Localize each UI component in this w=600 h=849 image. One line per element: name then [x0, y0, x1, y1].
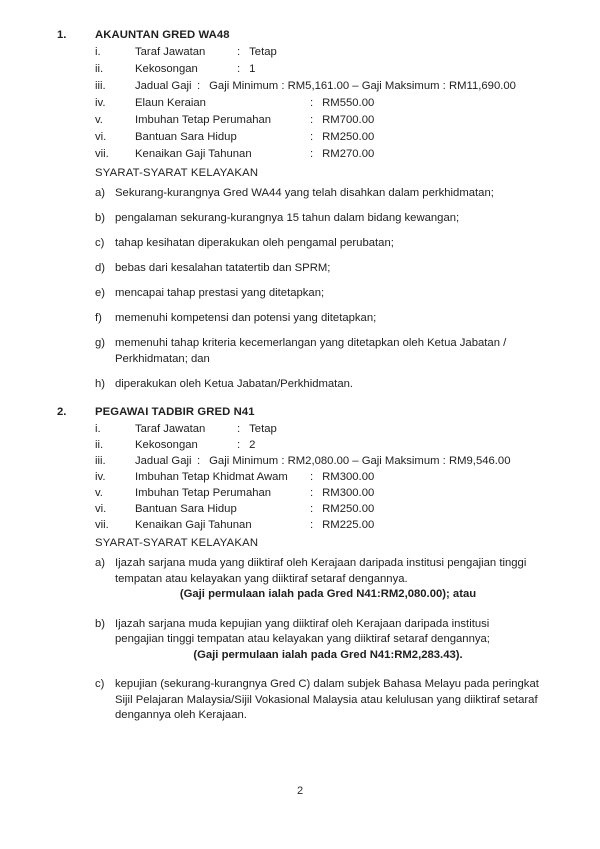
detail-separator: :: [310, 471, 314, 483]
requirement-text: bebas dari kesalahan tatatertib dan SPRM;: [115, 262, 331, 274]
requirements-list: [57, 556, 584, 724]
requirement-item: [95, 311, 584, 327]
detail-separator: :: [310, 148, 314, 160]
detail-roman: i.: [95, 423, 101, 435]
detail-label: Kenaikan Gaji Tahunan: [135, 148, 252, 160]
requirement-body: Ijazah sarjana muda kepujian yang diiktiraf oleh Kerajaan daripada institusi pengajian tinggi tempatan atau kelayakan yang diiktiraf setaraf dengannya;: [115, 617, 490, 645]
detail-row: [95, 501, 584, 517]
section-heading: [57, 404, 584, 421]
detail-row: [95, 485, 584, 501]
requirement-text: kepujian (sekurang-kurangnya Gred C) dalam subjek Bahasa Melayu pada peringkat Sijil Pelajaran Malaysia/Sijil Vokasional Malaysia atau kelulusan yang diiktiraf setaraf dengannya oleh Kerajaan.: [115, 678, 539, 721]
detail-row: [95, 112, 584, 129]
detail-value: Tetap: [249, 46, 277, 58]
detail-label: Imbuhan Tetap Perumahan: [135, 487, 272, 499]
detail-separator: :: [310, 503, 314, 515]
detail-row: [95, 44, 584, 61]
detail-row: [95, 453, 584, 469]
page-number: 2: [296, 785, 304, 797]
detail-row: [95, 437, 584, 453]
requirement-letter: b): [95, 212, 106, 224]
detail-roman: vi.: [95, 131, 107, 143]
requirement-item: [95, 336, 584, 367]
detail-separator: :: [237, 63, 241, 75]
detail-roman: iv.: [95, 471, 106, 483]
detail-value: Gaji Minimum : RM2,080.00 – Gaji Maksimum : RM9,546.00: [209, 455, 511, 467]
requirement-text: diperakukan oleh Ketua Jabatan/Perkhidmatan.: [115, 377, 354, 390]
section-number: 2.: [57, 406, 67, 418]
detail-list: [95, 44, 584, 163]
detail-label: Jadual Gaji: [135, 80, 192, 92]
detail-roman: ii.: [95, 439, 104, 451]
requirement-letter: g): [95, 337, 106, 349]
detail-value: RM225.00: [322, 519, 375, 531]
requirement-letter: h): [95, 377, 106, 390]
requirement-text: [115, 617, 541, 664]
detail-roman: iii.: [95, 80, 106, 92]
detail-roman: ii.: [95, 63, 104, 75]
section-pegawai-tadbir: [57, 404, 584, 724]
requirement-item: [95, 377, 584, 393]
detail-label: Jadual Gaji: [135, 455, 192, 467]
detail-row: [95, 78, 584, 95]
detail-row: [95, 469, 584, 485]
requirement-text: memenuhi tahap kriteria kecemerlangan yang ditetapkan oleh Ketua Jabatan / Perkhidmatan; dan: [115, 337, 507, 365]
section-number: 1.: [57, 29, 67, 41]
requirements-heading: SYARAT-SYARAT KELAYAKAN: [95, 537, 259, 549]
section-akauntan: [57, 27, 584, 392]
detail-row: [95, 421, 584, 437]
detail-separator: :: [310, 97, 314, 109]
detail-value: 2: [249, 439, 256, 451]
requirement-item: [95, 261, 584, 277]
detail-roman: v.: [95, 487, 103, 499]
detail-label: Imbuhan Tetap Khidmat Awam: [135, 471, 288, 483]
detail-value: Tetap: [249, 423, 277, 435]
detail-roman: vii.: [95, 519, 109, 531]
detail-roman: vii.: [95, 148, 109, 160]
requirement-item: [95, 617, 584, 664]
requirement-item: [95, 211, 584, 227]
requirement-text: pengalaman sekurang-kurangnya 15 tahun dalam bidang kewangan;: [115, 212, 460, 224]
detail-roman: iv.: [95, 97, 106, 109]
detail-label: Bantuan Sara Hidup: [135, 503, 237, 515]
section-title: PEGAWAI TADBIR GRED N41: [95, 406, 255, 418]
detail-label: Kekosongan: [135, 439, 198, 451]
detail-label: Imbuhan Tetap Perumahan: [135, 114, 272, 126]
requirement-item: [95, 236, 584, 252]
section-heading: [57, 27, 584, 44]
requirement-item: [95, 677, 584, 724]
requirement-text: memenuhi kompetensi dan potensi yang ditetapkan;: [115, 312, 377, 324]
requirement-letter: b): [95, 617, 106, 630]
requirement-letter: e): [95, 287, 106, 299]
requirement-salary-note: (Gaji permulaan ialah pada Gred N41:RM2,283.43).: [193, 648, 463, 661]
detail-separator: :: [237, 439, 241, 451]
detail-row: [95, 129, 584, 146]
detail-list: [95, 421, 584, 533]
requirement-letter: c): [95, 237, 105, 249]
requirement-body: Ijazah sarjana muda yang diiktiraf oleh Kerajaan daripada institusi pengajian tinggi tempatan atau kelayakan yang diiktiraf setaraf dengannya.: [115, 557, 527, 585]
detail-value: RM300.00: [322, 487, 375, 499]
detail-value: RM250.00: [322, 131, 375, 143]
detail-roman: v.: [95, 114, 103, 126]
detail-separator: :: [237, 423, 241, 435]
requirement-salary-note: (Gaji permulaan ialah pada Gred N41:RM2,080.00); atau: [179, 588, 477, 600]
detail-roman: vi.: [95, 503, 107, 515]
requirement-text: mencapai tahap prestasi yang ditetapkan;: [115, 287, 325, 299]
detail-row: [95, 61, 584, 78]
section-title: AKAUNTAN GRED WA48: [95, 29, 230, 41]
detail-separator: :: [310, 114, 314, 126]
detail-value: RM700.00: [322, 114, 375, 126]
detail-separator: :: [310, 487, 314, 499]
requirement-text: tahap kesihatan diperakukan oleh pengamal perubatan;: [115, 237, 394, 249]
detail-value: 1: [249, 63, 256, 75]
detail-value: RM270.00: [322, 148, 375, 160]
requirements-heading: SYARAT-SYARAT KELAYAKAN: [95, 167, 259, 179]
detail-separator: :: [237, 46, 241, 58]
detail-label: Bantuan Sara Hidup: [135, 131, 237, 143]
requirement-letter: c): [95, 678, 105, 690]
detail-separator: :: [197, 455, 201, 467]
detail-label: Taraf Jawatan: [135, 423, 206, 435]
detail-value: RM300.00: [322, 471, 375, 483]
requirement-text: Sekurang-kurangnya Gred WA44 yang telah disahkan dalam perkhidmatan;: [115, 187, 494, 199]
detail-separator: :: [310, 131, 314, 143]
requirement-letter: f): [95, 312, 102, 324]
detail-label: Elaun Keraian: [135, 97, 206, 109]
requirement-letter: a): [95, 187, 106, 199]
detail-value: RM250.00: [322, 503, 375, 515]
requirement-text: [115, 556, 541, 603]
requirement-letter: a): [95, 557, 106, 569]
detail-row: [95, 517, 584, 533]
detail-roman: i.: [95, 46, 101, 58]
requirement-item: [95, 186, 584, 202]
detail-separator: :: [310, 519, 314, 531]
detail-roman: iii.: [95, 455, 106, 467]
detail-label: Kekosongan: [135, 63, 198, 75]
detail-row: [95, 95, 584, 112]
requirement-item: [95, 556, 584, 603]
requirement-item: [95, 286, 584, 302]
requirement-letter: d): [95, 262, 106, 274]
detail-row: [95, 146, 584, 163]
detail-separator: :: [197, 80, 201, 92]
detail-label: Taraf Jawatan: [135, 46, 206, 58]
detail-value: Gaji Minimum : RM5,161.00 – Gaji Maksimum : RM11,690.00: [209, 80, 516, 92]
detail-label: Kenaikan Gaji Tahunan: [135, 519, 252, 531]
requirements-list: [57, 186, 584, 392]
detail-value: RM550.00: [322, 97, 375, 109]
